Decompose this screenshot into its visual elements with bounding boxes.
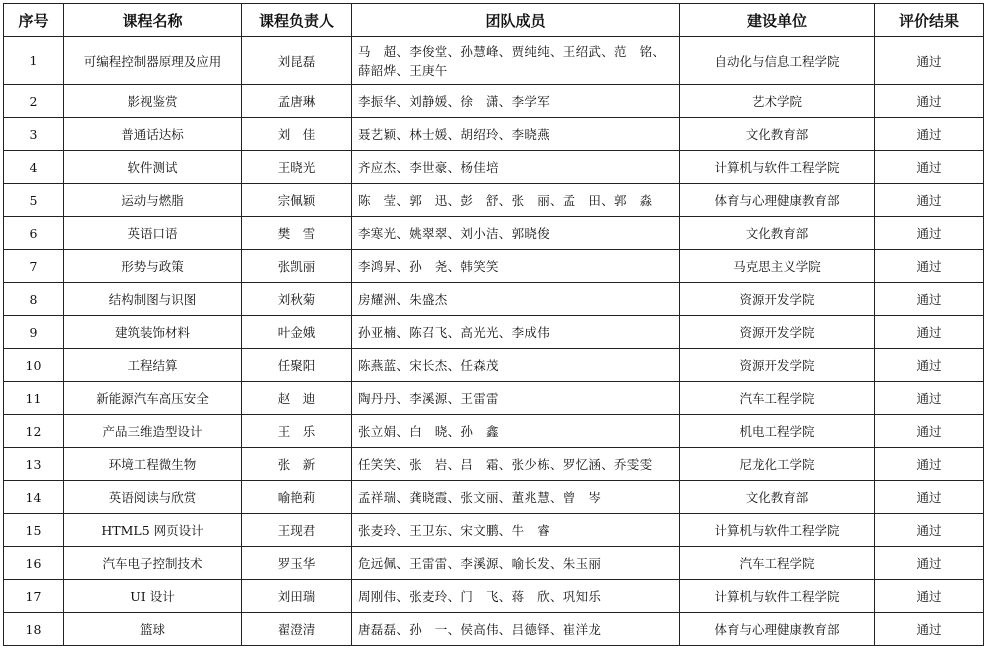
cell-team-members: 张麦玲、王卫东、宋文鹏、牛 睿 <box>352 514 680 547</box>
cell-team-members: 陶丹丹、李溪源、王雷雷 <box>352 382 680 415</box>
cell-course-name: 篮球 <box>64 613 242 646</box>
cell-construction-unit: 汽车工程学院 <box>680 547 875 580</box>
cell-course-name: 软件测试 <box>64 151 242 184</box>
cell-team-members: 孙亚楠、陈召飞、高光光、李成伟 <box>352 316 680 349</box>
cell-evaluation-result: 通过 <box>875 85 984 118</box>
header-course-name: 课程名称 <box>64 4 242 37</box>
cell-no: 11 <box>4 382 64 415</box>
cell-course-name: HTML5 网页设计 <box>64 514 242 547</box>
cell-no: 17 <box>4 580 64 613</box>
cell-course-leader: 孟唐琳 <box>242 85 352 118</box>
cell-team-members: 房耀洲、朱盛杰 <box>352 283 680 316</box>
cell-construction-unit: 体育与心理健康教育部 <box>680 613 875 646</box>
table-row <box>4 448 984 481</box>
cell-course-leader: 王晓光 <box>242 151 352 184</box>
table-row <box>4 184 984 217</box>
cell-course-name: 英语阅读与欣赏 <box>64 481 242 514</box>
cell-course-name: UI 设计 <box>64 580 242 613</box>
cell-course-leader: 刘昆磊 <box>242 37 352 85</box>
cell-team-members: 周刚伟、张麦玲、门 飞、蒋 欣、巩知乐 <box>352 580 680 613</box>
table-row <box>4 613 984 646</box>
cell-team-members: 任笑笑、张 岩、吕 霜、张少栋、罗忆涵、乔雯雯 <box>352 448 680 481</box>
cell-no: 4 <box>4 151 64 184</box>
table-row <box>4 580 984 613</box>
cell-course-name: 产品三维造型设计 <box>64 415 242 448</box>
cell-construction-unit: 计算机与软件工程学院 <box>680 580 875 613</box>
cell-evaluation-result: 通过 <box>875 481 984 514</box>
cell-construction-unit: 艺术学院 <box>680 85 875 118</box>
cell-course-name: 普通话达标 <box>64 118 242 151</box>
cell-construction-unit: 文化教育部 <box>680 481 875 514</box>
cell-construction-unit: 机电工程学院 <box>680 415 875 448</box>
evaluation-document <box>3 3 984 646</box>
cell-evaluation-result: 通过 <box>875 217 984 250</box>
table-row <box>4 514 984 547</box>
table-row <box>4 283 984 316</box>
cell-team-members: 孟祥瑞、龚晓霞、张文丽、董兆慧、曾 岑 <box>352 481 680 514</box>
table-row <box>4 37 984 85</box>
cell-construction-unit: 体育与心理健康教育部 <box>680 184 875 217</box>
cell-evaluation-result: 通过 <box>875 283 984 316</box>
cell-evaluation-result: 通过 <box>875 349 984 382</box>
cell-evaluation-result: 通过 <box>875 415 984 448</box>
cell-evaluation-result: 通过 <box>875 613 984 646</box>
table-row <box>4 151 984 184</box>
cell-team-members: 聂艺颖、林士媛、胡绍玲、李晓燕 <box>352 118 680 151</box>
cell-course-leader: 王 乐 <box>242 415 352 448</box>
table-row <box>4 415 984 448</box>
cell-course-leader: 罗玉华 <box>242 547 352 580</box>
cell-course-leader: 叶金娥 <box>242 316 352 349</box>
cell-team-members: 李寒光、姚翠翠、刘小洁、郭晓俊 <box>352 217 680 250</box>
cell-course-leader: 张 新 <box>242 448 352 481</box>
cell-course-leader: 樊 雪 <box>242 217 352 250</box>
cell-construction-unit: 计算机与软件工程学院 <box>680 151 875 184</box>
cell-no: 16 <box>4 547 64 580</box>
cell-team-members: 陈燕蓝、宋长杰、任森茂 <box>352 349 680 382</box>
cell-evaluation-result: 通过 <box>875 382 984 415</box>
cell-course-name: 结构制图与识图 <box>64 283 242 316</box>
cell-team-members: 李振华、刘静媛、徐 潇、李学军 <box>352 85 680 118</box>
cell-no: 3 <box>4 118 64 151</box>
cell-team-members: 陈 莹、郭 迅、彭 舒、张 丽、孟 田、郭 淼 <box>352 184 680 217</box>
cell-construction-unit: 文化教育部 <box>680 217 875 250</box>
cell-construction-unit: 资源开发学院 <box>680 349 875 382</box>
cell-team-members: 李鸿昇、孙 尧、韩笑笑 <box>352 250 680 283</box>
cell-course-name: 可编程控制器原理及应用 <box>64 37 242 85</box>
header-team-members: 团队成员 <box>352 4 680 37</box>
cell-no: 12 <box>4 415 64 448</box>
cell-course-name: 新能源汽车高压安全 <box>64 382 242 415</box>
cell-no: 8 <box>4 283 64 316</box>
cell-no: 15 <box>4 514 64 547</box>
cell-evaluation-result: 通过 <box>875 547 984 580</box>
course-evaluation-table <box>3 3 984 646</box>
table-body <box>4 37 984 646</box>
cell-course-name: 英语口语 <box>64 217 242 250</box>
cell-construction-unit: 资源开发学院 <box>680 283 875 316</box>
cell-construction-unit: 汽车工程学院 <box>680 382 875 415</box>
cell-course-leader: 宗佩颖 <box>242 184 352 217</box>
cell-course-leader: 任聚阳 <box>242 349 352 382</box>
cell-evaluation-result: 通过 <box>875 448 984 481</box>
cell-evaluation-result: 通过 <box>875 580 984 613</box>
cell-course-leader: 喻艳莉 <box>242 481 352 514</box>
cell-course-leader: 刘秋菊 <box>242 283 352 316</box>
cell-no: 1 <box>4 37 64 85</box>
cell-evaluation-result: 通过 <box>875 37 984 85</box>
cell-course-leader: 赵 迪 <box>242 382 352 415</box>
cell-construction-unit: 文化教育部 <box>680 118 875 151</box>
cell-evaluation-result: 通过 <box>875 250 984 283</box>
cell-no: 10 <box>4 349 64 382</box>
cell-evaluation-result: 通过 <box>875 316 984 349</box>
table-row <box>4 85 984 118</box>
cell-course-name: 影视鉴赏 <box>64 85 242 118</box>
cell-construction-unit: 资源开发学院 <box>680 316 875 349</box>
cell-team-members: 危远佩、王雷雷、李溪源、喻长发、朱玉丽 <box>352 547 680 580</box>
table-row <box>4 382 984 415</box>
cell-course-leader: 张凯丽 <box>242 250 352 283</box>
header-no: 序号 <box>4 4 64 37</box>
cell-course-name: 运动与燃脂 <box>64 184 242 217</box>
table-row <box>4 217 984 250</box>
header-evaluation-result: 评价结果 <box>875 4 984 37</box>
cell-course-leader: 刘 佳 <box>242 118 352 151</box>
header-row <box>4 4 984 37</box>
cell-no: 7 <box>4 250 64 283</box>
cell-no: 18 <box>4 613 64 646</box>
table-row <box>4 547 984 580</box>
cell-evaluation-result: 通过 <box>875 118 984 151</box>
cell-construction-unit: 尼龙化工学院 <box>680 448 875 481</box>
header-course-leader: 课程负责人 <box>242 4 352 37</box>
cell-construction-unit: 自动化与信息工程学院 <box>680 37 875 85</box>
cell-course-name: 建筑装饰材料 <box>64 316 242 349</box>
cell-course-leader: 翟澄清 <box>242 613 352 646</box>
cell-evaluation-result: 通过 <box>875 184 984 217</box>
table-row <box>4 316 984 349</box>
cell-evaluation-result: 通过 <box>875 151 984 184</box>
cell-evaluation-result: 通过 <box>875 514 984 547</box>
cell-course-name: 形势与政策 <box>64 250 242 283</box>
cell-no: 5 <box>4 184 64 217</box>
cell-course-name: 工程结算 <box>64 349 242 382</box>
cell-course-leader: 王现君 <box>242 514 352 547</box>
cell-no: 9 <box>4 316 64 349</box>
cell-course-name: 环境工程微生物 <box>64 448 242 481</box>
table-row <box>4 349 984 382</box>
cell-no: 6 <box>4 217 64 250</box>
table-row <box>4 250 984 283</box>
cell-team-members: 张立娟、白 晓、孙 鑫 <box>352 415 680 448</box>
cell-no: 2 <box>4 85 64 118</box>
cell-construction-unit: 马克思主义学院 <box>680 250 875 283</box>
cell-team-members: 马 超、李俊堂、孙慧峰、贾纯纯、王绍武、范 铭、薛韶烨、王庚午 <box>352 37 680 85</box>
header-construction-unit: 建设单位 <box>680 4 875 37</box>
cell-no: 13 <box>4 448 64 481</box>
cell-no: 14 <box>4 481 64 514</box>
cell-course-name: 汽车电子控制技术 <box>64 547 242 580</box>
cell-course-leader: 刘田瑞 <box>242 580 352 613</box>
cell-team-members: 唐磊磊、孙 一、侯高伟、吕德铎、崔洋龙 <box>352 613 680 646</box>
table-row <box>4 118 984 151</box>
cell-team-members: 齐应杰、李世豪、杨佳培 <box>352 151 680 184</box>
table-row <box>4 481 984 514</box>
cell-construction-unit: 计算机与软件工程学院 <box>680 514 875 547</box>
